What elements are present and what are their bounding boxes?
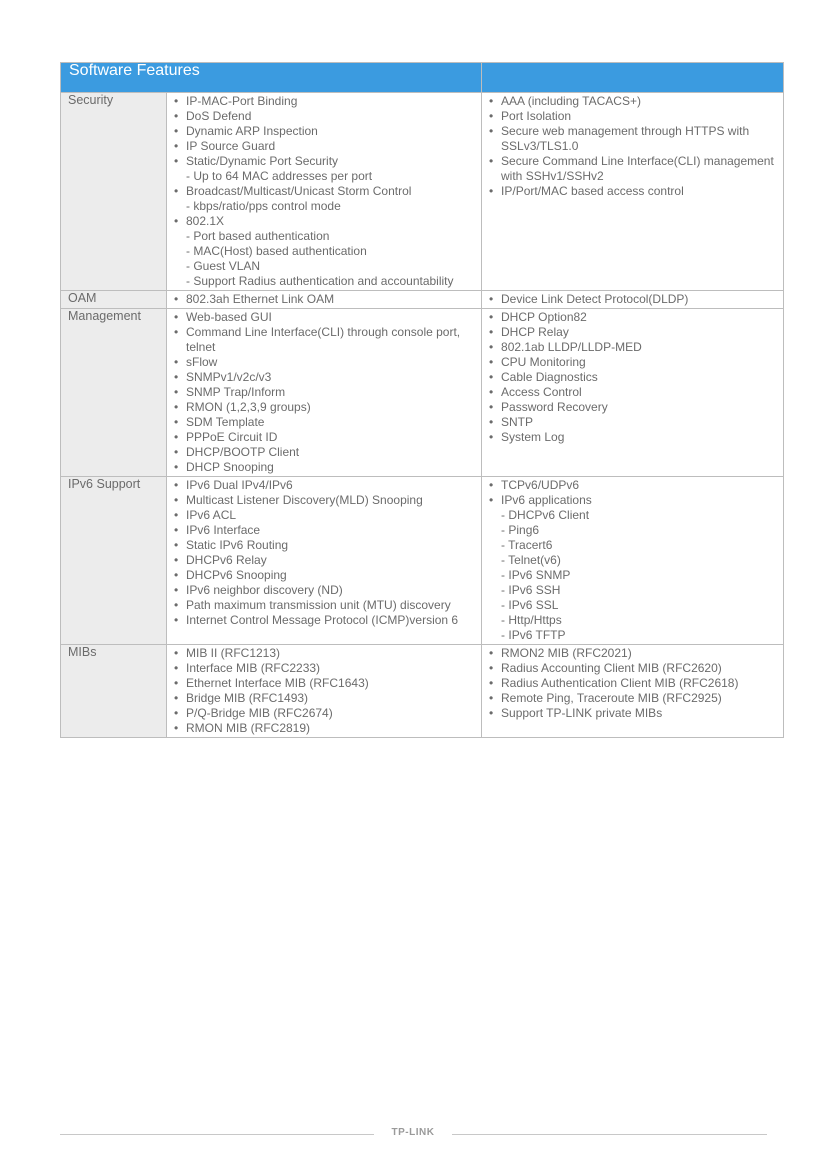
feature-item: • SNMPv1/v2c/v3 — [174, 370, 477, 385]
feature-subitem: - IPv6 SSL — [489, 598, 779, 613]
table-row — [61, 291, 784, 309]
feature-item: • TCPv6/UDPv6 — [489, 478, 779, 493]
feature-item: • DHCPv6 Relay — [174, 553, 477, 568]
feature-item: • IPv6 applications — [489, 493, 779, 508]
category-cell: Management — [61, 309, 167, 477]
feature-list — [489, 646, 779, 721]
feature-item: • IPv6 Interface — [174, 523, 477, 538]
feature-subitem: - Ping6 — [489, 523, 779, 538]
feature-cell-left — [167, 477, 482, 645]
table-body — [61, 93, 784, 738]
feature-cell-right — [482, 291, 784, 309]
software-features-table — [60, 62, 784, 738]
feature-item: • Password Recovery — [489, 400, 779, 415]
feature-subitem: - Up to 64 MAC addresses per port — [174, 169, 477, 184]
feature-subitem: - Port based authentication — [174, 229, 477, 244]
table-title: Software Features — [61, 63, 482, 93]
feature-item: • 802.1X — [174, 214, 477, 229]
feature-item: • DHCPv6 Snooping — [174, 568, 477, 583]
feature-item: • 802.1ab LLDP/LLDP-MED — [489, 340, 779, 355]
feature-item: • PPPoE Circuit ID — [174, 430, 477, 445]
feature-item: • Device Link Detect Protocol(DLDP) — [489, 292, 779, 307]
feature-subitem: - Guest VLAN — [174, 259, 477, 274]
table-row — [61, 93, 784, 291]
feature-item: • DHCP Snooping — [174, 460, 477, 475]
feature-item: • Path maximum transmission unit (MTU) discovery — [174, 598, 477, 613]
feature-subitem: - IPv6 SSH — [489, 583, 779, 598]
feature-item: • Access Control — [489, 385, 779, 400]
feature-item: • DHCP/BOOTP Client — [174, 445, 477, 460]
feature-list — [174, 478, 477, 628]
feature-item: • RMON (1,2,3,9 groups) — [174, 400, 477, 415]
feature-subitem: - IPv6 TFTP — [489, 628, 779, 643]
feature-item: • Secure web management through HTTPS with SSLv3/TLS1.0 — [489, 124, 779, 154]
feature-subitem: - IPv6 SNMP — [489, 568, 779, 583]
feature-item: • DHCP Relay — [489, 325, 779, 340]
feature-item: • Multicast Listener Discovery(MLD) Snooping — [174, 493, 477, 508]
feature-item: • Broadcast/Multicast/Unicast Storm Control — [174, 184, 477, 199]
category-cell: Security — [61, 93, 167, 291]
table-row — [61, 477, 784, 645]
feature-list — [489, 292, 779, 307]
feature-item: • Remote Ping, Traceroute MIB (RFC2925) — [489, 691, 779, 706]
feature-cell-left — [167, 309, 482, 477]
feature-subitem: - DHCPv6 Client — [489, 508, 779, 523]
table-row — [61, 645, 784, 738]
feature-item: • Web-based GUI — [174, 310, 477, 325]
feature-item: • SNTP — [489, 415, 779, 430]
footer-rule-left — [60, 1134, 374, 1135]
feature-item: • IPv6 ACL — [174, 508, 477, 523]
feature-item: • System Log — [489, 430, 779, 445]
feature-item: • DHCP Option82 — [489, 310, 779, 325]
feature-item: • IPv6 neighbor discovery (ND) — [174, 583, 477, 598]
feature-cell-right — [482, 477, 784, 645]
feature-subitem: - Telnet(v6) — [489, 553, 779, 568]
feature-item: • Dynamic ARP Inspection — [174, 124, 477, 139]
feature-item: • Radius Accounting Client MIB (RFC2620) — [489, 661, 779, 676]
category-cell: MIBs — [61, 645, 167, 738]
feature-item: • IP Source Guard — [174, 139, 477, 154]
feature-item: • AAA (including TACACS+) — [489, 94, 779, 109]
feature-subitem: - MAC(Host) based authentication — [174, 244, 477, 259]
feature-item: • DoS Defend — [174, 109, 477, 124]
feature-cell-right — [482, 93, 784, 291]
table-row — [61, 309, 784, 477]
feature-item: • Ethernet Interface MIB (RFC1643) — [174, 676, 477, 691]
feature-list — [174, 310, 477, 475]
feature-item: • Internet Control Message Protocol (ICMP)version 6 — [174, 613, 477, 628]
feature-subitem: - kbps/ratio/pps control mode — [174, 199, 477, 214]
feature-subitem: - Http/Https — [489, 613, 779, 628]
feature-item: • Static/Dynamic Port Security — [174, 154, 477, 169]
feature-item: • Static IPv6 Routing — [174, 538, 477, 553]
tp-link-logo: TP-LINK — [391, 1127, 435, 1138]
feature-item: • SDM Template — [174, 415, 477, 430]
feature-item: • 802.3ah Ethernet Link OAM — [174, 292, 477, 307]
table-header-row — [61, 63, 784, 93]
feature-item: • Radius Authentication Client MIB (RFC2618) — [489, 676, 779, 691]
feature-item: • Port Isolation — [489, 109, 779, 124]
feature-item: • RMON2 MIB (RFC2021) — [489, 646, 779, 661]
feature-list — [489, 478, 779, 643]
feature-list — [174, 292, 477, 307]
feature-item: • SNMP Trap/Inform — [174, 385, 477, 400]
feature-list — [174, 94, 477, 289]
feature-item: • CPU Monitoring — [489, 355, 779, 370]
feature-cell-left — [167, 93, 482, 291]
feature-cell-left — [167, 291, 482, 309]
feature-item: • Command Line Interface(CLI) through console port, telnet — [174, 325, 477, 355]
feature-item: • Secure Command Line Interface(CLI) management with SSHv1/SSHv2 — [489, 154, 779, 184]
feature-list — [174, 646, 477, 736]
feature-subitem: - Tracert6 — [489, 538, 779, 553]
feature-list — [489, 310, 779, 445]
feature-item: • Support TP-LINK private MIBs — [489, 706, 779, 721]
feature-list — [489, 94, 779, 199]
feature-item: • IP-MAC-Port Binding — [174, 94, 477, 109]
feature-subitem: - Support Radius authentication and accountability — [174, 274, 477, 289]
feature-item: • Cable Diagnostics — [489, 370, 779, 385]
feature-item: • IP/Port/MAC based access control — [489, 184, 779, 199]
table-header-blank — [482, 63, 784, 93]
feature-item: • Interface MIB (RFC2233) — [174, 661, 477, 676]
feature-cell-right — [482, 645, 784, 738]
feature-item: • RMON MIB (RFC2819) — [174, 721, 477, 736]
footer-rule-right — [452, 1134, 767, 1135]
feature-item: • P/Q-Bridge MIB (RFC2674) — [174, 706, 477, 721]
feature-item: • Bridge MIB (RFC1493) — [174, 691, 477, 706]
feature-cell-right — [482, 309, 784, 477]
feature-item: • IPv6 Dual IPv4/IPv6 — [174, 478, 477, 493]
feature-item: • MIB II (RFC1213) — [174, 646, 477, 661]
feature-item: • sFlow — [174, 355, 477, 370]
category-cell: OAM — [61, 291, 167, 309]
feature-cell-left — [167, 645, 482, 738]
category-cell: IPv6 Support — [61, 477, 167, 645]
